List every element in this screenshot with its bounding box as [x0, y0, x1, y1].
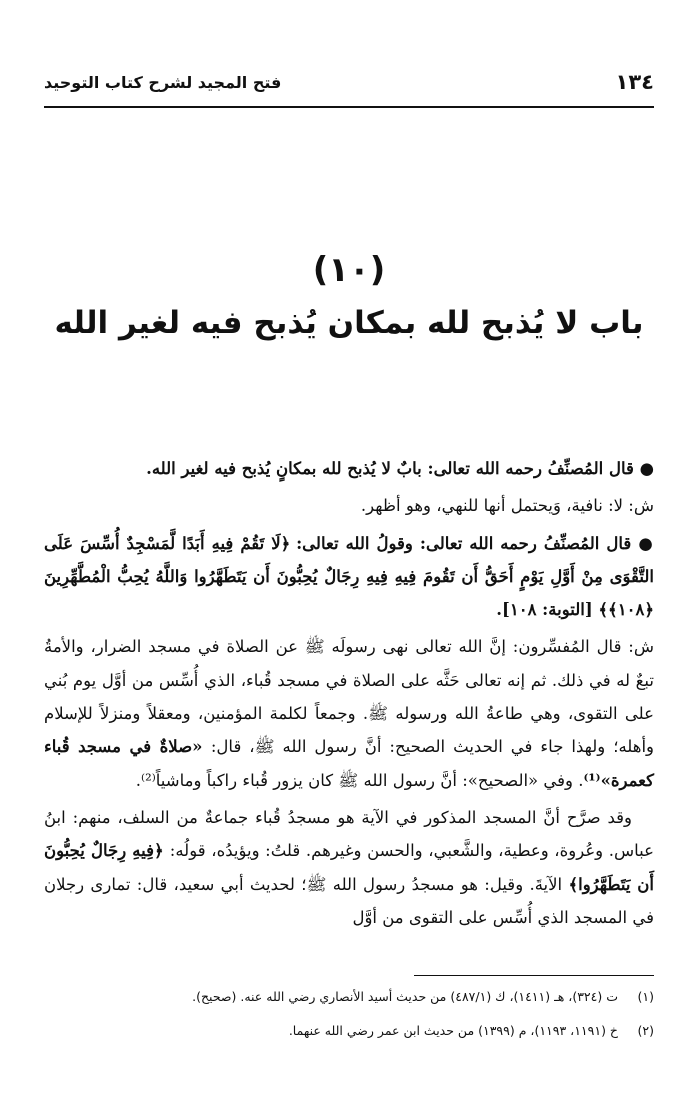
footnote — [44, 1014, 654, 1048]
author-label-2: ● قال المُصنِّفُ رحمه الله تعالى: وقولُ الله تعالى: — [296, 533, 654, 553]
quran-verse-2: ﴿فِيهِ رِجَالٌ يُحِبُّونَ أَن يَتَطَهَّرُوا﴾ — [44, 841, 654, 894]
running-title: فتح المجيد لشرح كتاب التوحيد — [44, 72, 282, 92]
hadith-quote: «صلاةٌ في مسجد قُباء كعمرة»⁽¹⁾ — [44, 737, 654, 790]
commentary-text-a: ش: قال المُفسِّرون: إنَّ الله تعالى نهى رسولَه ﷺ عن الصلاة في مسجد الضرار، والأمةُ تبعٌ له في ذلك. ثم إنه تعالى حَثَّه على الصلاة في مسجد قُباء، الذي أُسِّس من أوَّل يوم بُني على التقوى، وهي طاعةُ الله ورسوله ﷺ. وجمعاً لكلمة المؤمنين، ومعقلاً ومنزلاً للإسلام وأهله؛ ولهذا جاء في الحديث الصحيح: أنَّ رسول الله ﷺ، قال: — [44, 637, 655, 757]
page-number: ١٣٤ — [615, 70, 654, 94]
paragraph-quran-citation — [44, 527, 654, 627]
chapter-statement: بابٌ لا يُذبح لله بمكانٍ يُذبح فيه لغير الله. — [146, 459, 428, 478]
header-rule — [44, 106, 654, 108]
main-text — [44, 452, 654, 938]
paragraph-commentary-3 — [44, 801, 654, 934]
commentary-text-d: الآيةَ. وقيل: هو مسجدُ رسول الله ﷺ؛ لحديث أبي سعيد، قال: تمارى رجلان في المسجد الذي أُسِّس على التقوى من أوَّل — [44, 874, 654, 927]
commentary-text-b: . وفي «الصحيح»: أنَّ رسول الله ﷺ كان يزور قُباء راكباً وماشياً⁽²⁾. — [135, 770, 584, 790]
footnote-rule — [414, 975, 654, 976]
paragraph-commentary-2 — [44, 630, 654, 796]
book-page — [44, 0, 654, 1109]
paragraph-author-statement — [44, 452, 654, 485]
quran-verse: ﴿لَا تَقُمْ فِيهِ أَبَدًا لَّمَسْجِدٌ أُسِّسَ عَلَى التَّقْوَى مِنْ أَوَّلِ يَوْمٍ أَحَقُّ أَن تَقُومَ فِيهِ فِيهِ رِجَالٌ يُحِبُّونَ أَن يَتَطَهَّرُوا وَاللَّهُ يُحِبُّ الْمُطَّهِّرِينَ ﴿١٠٨﴾﴾ — [44, 533, 654, 620]
author-label: ● قال المُصنِّفُ رحمه الله تعالى: — [427, 459, 654, 478]
commentary-text-c: وقد صرَّح أنَّ المسجد المذكور في الآية هو مسجدُ قُباء جماعةٌ من السلف، منهم: ابنُ عباس. وعُروة، وعطية، والشَّعبي، والحسن وغيرهم. قلتُ: ويؤيدُه، قولُه: — [44, 807, 654, 861]
chapter-title: باب لا يُذبح لله بمكان يُذبح فيه لغير الله — [54, 305, 644, 341]
footnotes — [44, 980, 654, 1048]
footnote-number: (١) — [637, 989, 654, 1004]
verse-reference: [التوبة: ١٠٨]. — [496, 600, 599, 620]
footnote-number: (٢) — [637, 1023, 654, 1038]
paragraph-commentary-1: ش: لا: نافية، وَيحتمل أنها للنهي، وهو أظهر. — [360, 496, 654, 516]
chapter-number: (١٠) — [312, 250, 386, 290]
footnote — [44, 980, 654, 1014]
footnote-text: ت (٣٢٤)، هـ (١٤١١)، ك (٤٨٧/١) من حديث أسيد الأنصاري رضي الله عنه. (صحيح). — [192, 989, 618, 1004]
page-header — [44, 62, 654, 102]
footnote-text: خ (١١٩١، ١١٩٣)، م (١٣٩٩) من حديث ابن عمر رضي الله عنهما. — [288, 1023, 618, 1038]
